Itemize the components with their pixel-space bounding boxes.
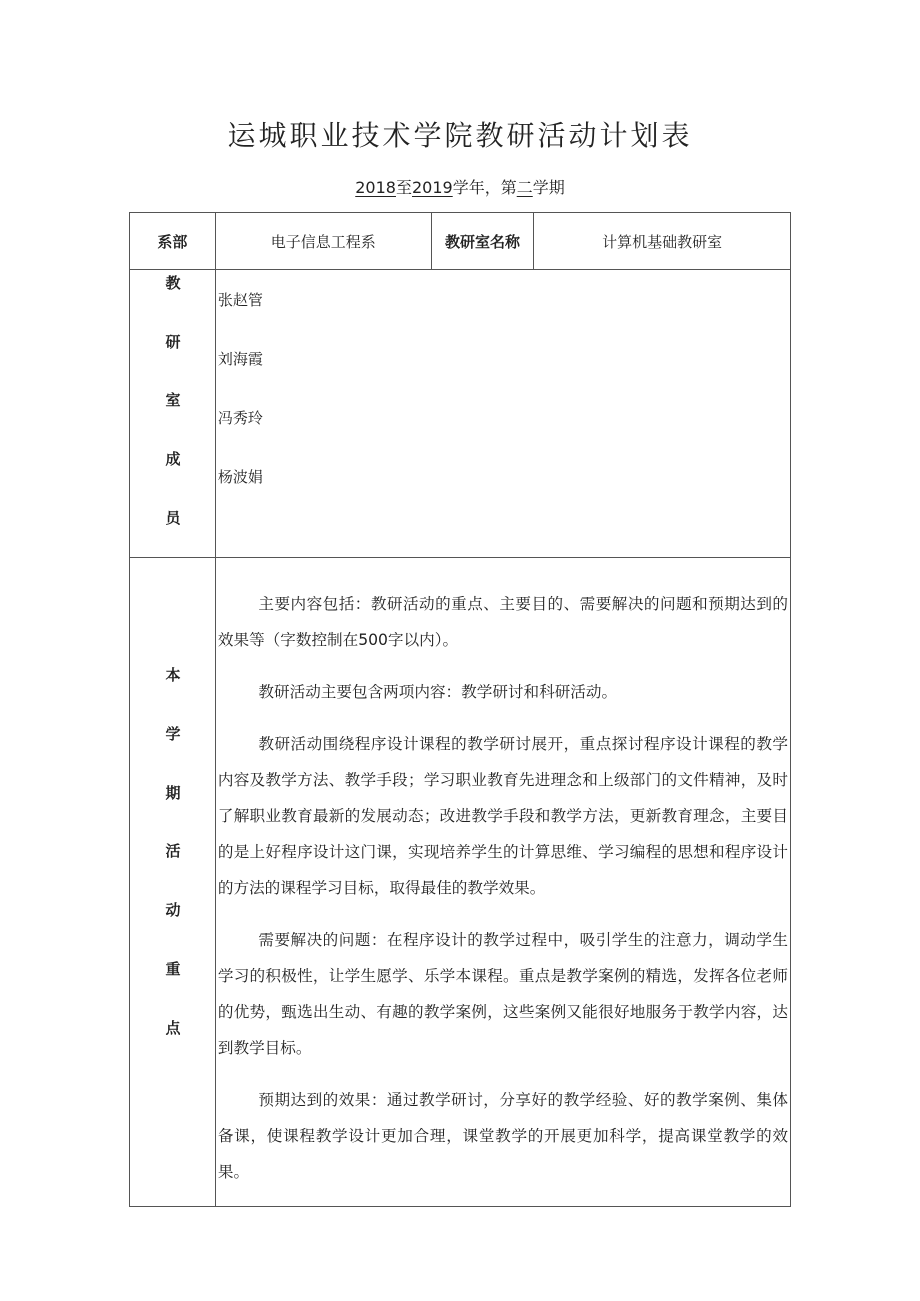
header-row: [130, 213, 791, 270]
paragraph: 主要内容包括：教研活动的重点、主要目的、需要解决的问题和预期达到的效果等（字数控制在500字以内）。: [217, 595, 788, 649]
members-row: [130, 270, 791, 558]
members-label: [130, 270, 216, 558]
label-char: 成: [165, 450, 181, 468]
label-char: 期: [165, 784, 181, 802]
focus-content: [215, 558, 790, 1207]
year-suffix: 学年，第: [452, 178, 517, 197]
paragraph: 教研活动主要包含两项内容：教学研讨和科研活动。: [258, 683, 618, 701]
paragraph: 教研活动围绕程序设计课程的教学研讨展开，重点探讨程序设计课程的教学内容及教学方法、教学手段；学习职业教育先进理念和上级部门的文件精神，及时了解职业教育最新的发展动态；改进教学手段和教学方法，更新教育理念，主要目的是上好程序设计这门课，实现培养学生的计算思维、学习编程的思想和程序设计的方法的课程学习目标，取得最佳的教学效果。: [217, 735, 788, 897]
label-char: 教: [165, 274, 181, 292]
label-char: 活: [165, 842, 181, 860]
room-label: 教研室名称: [431, 213, 534, 270]
members-list: [215, 270, 790, 558]
member-name: 杨波娟: [217, 468, 263, 486]
label-char: 动: [165, 901, 181, 919]
page-title: 运城职业技术学院教研活动计划表: [227, 119, 693, 152]
room-value: 计算机基础教研室: [534, 213, 791, 270]
label-char: 室: [165, 391, 181, 409]
label-char: 员: [165, 509, 181, 527]
dept-value: 电子信息工程系: [215, 213, 431, 270]
label-char: 本: [165, 666, 181, 684]
focus-label: [130, 558, 216, 1207]
label-char: 点: [165, 1019, 181, 1037]
to-text: 至: [395, 178, 412, 197]
label-char: 重: [165, 960, 181, 978]
year-end: 2019: [411, 178, 453, 197]
year-start: 2018: [355, 178, 396, 197]
semester-suffix: 学期: [532, 178, 565, 197]
member-name: 刘海霞: [217, 350, 263, 368]
semester: 二: [516, 178, 533, 197]
paragraph: 需要解决的问题：在程序设计的教学过程中，吸引学生的注意力，调动学生学习的积极性，让学生愿学、乐学本课程。重点是教学案例的精选，发挥各位老师的优势，甄选出生动、有趣的教学案例，这些案例又能很好地服务于教学内容，达到教学目标。: [217, 931, 788, 1057]
dept-label: 系部: [130, 213, 216, 270]
focus-row: [130, 558, 791, 1207]
member-name: 冯秀玲: [217, 409, 263, 427]
member-name: 张赵管: [217, 291, 263, 309]
label-char: 学: [165, 725, 181, 743]
paragraph: 预期达到的效果：通过教学研讨，分享好的教学经验、好的教学案例、集体备课，使课程教学设计更加合理，课堂教学的开展更加科学，提高课堂教学的效果。: [217, 1091, 788, 1181]
label-char: 研: [165, 333, 181, 351]
plan-table: [129, 212, 791, 1207]
term-subtitle: [0, 175, 920, 198]
